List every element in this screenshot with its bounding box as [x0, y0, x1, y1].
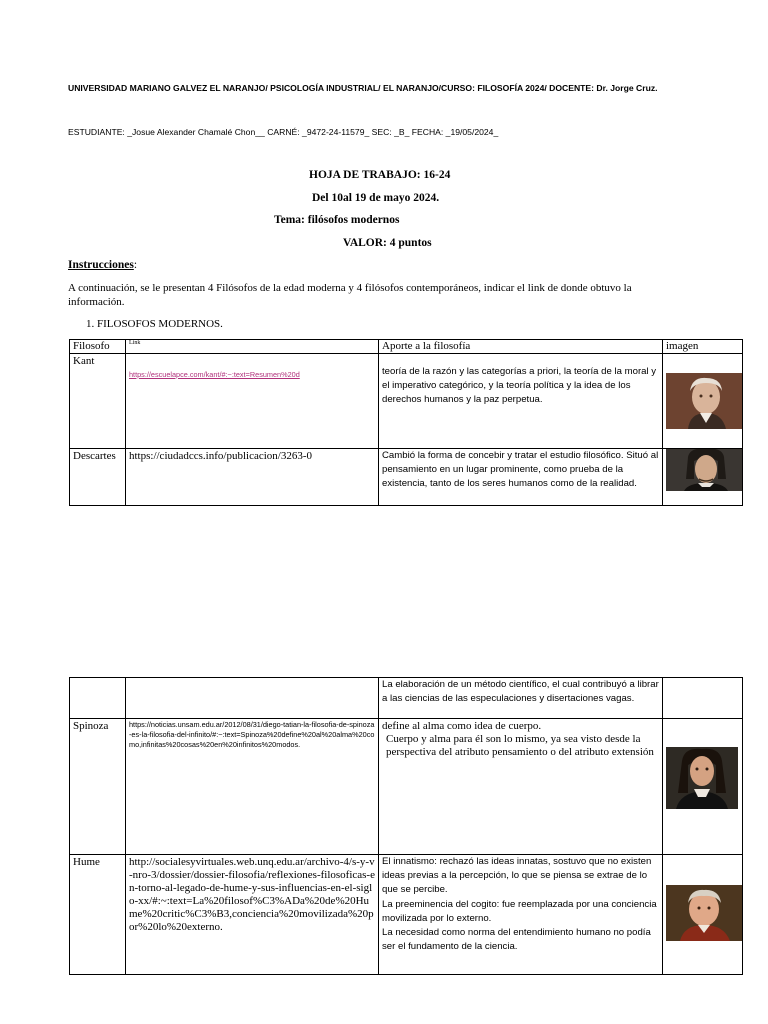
aporte-text: teoría de la razón y las categorías a priori, la teoría de la moral y el imperativo categórico, y la teoría política y la idea de los derechos humanos y la paz perpetua.: [382, 366, 657, 406]
student-info: ESTUDIANTE: _Josue Alexander Chamalé Chon__ CARNÉ: _9472-24-11579_ SEC: _B_ FECHA: _19/05/2024_: [68, 127, 499, 137]
value: VALOR: 4 puntos: [343, 237, 432, 249]
image-cell: [663, 449, 743, 506]
topic: Tema: filósofos modernos: [274, 214, 400, 226]
source-link[interactable]: https://noticias.unsam.edu.ar/2012/08/31/diego-tatian-la-filosofia-de-spinoza-es-la-filosofia-del-infinito/#:~:text=Spinoza%20define%20al%20alma%20como,infinitas%20cosas%20en%20infinitos%20modos.: [126, 719, 379, 855]
header-imagen: imagen: [663, 340, 743, 354]
table-row: [70, 719, 743, 855]
source-link[interactable]: https://ciudadccs.info/publicacion/3263-0: [126, 449, 379, 506]
philosopher-name: Hume: [70, 855, 126, 975]
descartes-portrait: [666, 449, 742, 491]
philosophers-table-1: [69, 339, 743, 506]
image-cell: [663, 678, 743, 719]
kant-portrait: [666, 373, 742, 429]
philosopher-name: Descartes: [70, 449, 126, 506]
aporte-text: El innatismo: rechazó las ideas innatas, sostuvo que no existen ideas previas a la percepción, lo que se piensa se extrae de lo que se percibe.: [382, 856, 652, 896]
aporte-text: La necesidad como norma del entendimiento humano no podía ser el fundamento de la ciencia.: [382, 927, 651, 953]
image-cell: [663, 855, 743, 975]
source-link-cell: [126, 354, 379, 449]
table-row: [70, 449, 743, 506]
image-cell: [663, 719, 743, 855]
date-range: Del 10al 19 de mayo 2024.: [312, 192, 440, 204]
philosopher-name: Spinoza: [70, 719, 126, 855]
aporte-text: Cambió la forma de concebir y tratar el estudio filosófico. Situó al pensamiento en un lugar prominente, como prueba de la existencia, tanto de los seres humanos como de la realidad.: [379, 449, 663, 506]
aporte-text: La preeminencia del cogito: fue reemplazada por una conciencia movilizada por lo externo.: [382, 898, 657, 924]
aporte-text: Cuerpo y alma para él son lo mismo, ya sea visto desde la perspectiva del atributo pensamiento o del atributo extensión: [386, 733, 654, 758]
table-row: [70, 354, 743, 449]
aporte-cell: [379, 354, 663, 449]
hume-portrait: [666, 885, 742, 941]
image-cell: [663, 354, 743, 449]
aporte-cell: [379, 855, 663, 975]
aporte-text: La elaboración de un método científico, el cual contribuyó a librar a las ciencias de las especulaciones y disertaciones vagas.: [379, 678, 663, 719]
header-filosofo: Filosofo: [70, 340, 126, 354]
aporte-cell: [379, 719, 663, 855]
philosopher-name: [70, 678, 126, 719]
table-row: [70, 855, 743, 975]
philosophers-table-2: [69, 677, 743, 975]
university-header: UNIVERSIDAD MARIANO GALVEZ EL NARANJO/ PSICOLOGÍA INDUSTRIAL/ EL NARANJO/CURSO: FILOSOFÍA 2024/ DOCENTE: Dr. Jorge Cruz.: [68, 83, 658, 93]
worksheet-title: HOJA DE TRABAJO: 16-24: [309, 169, 451, 181]
source-link[interactable]: https://escuelapce.com/kant/#:~:text=Resumen%20d: [129, 370, 300, 379]
source-link[interactable]: http://socialesyvirtuales.web.unq.edu.ar/archivo-4/s-y-v-nro-3/dossier/dossier-filosofia/reflexiones-filosoficas-en-torno-al-legado-de-hume-y-sus-influencias-en-el-siglo-xx/#:~:text=La%20filosof%C3%ADa%20de%20Hume%20critic%C3%B3,conciencia%20movilizada%20por%20lo%20externo.: [126, 855, 379, 975]
aporte-text: define al alma como idea de cuerpo.: [382, 720, 542, 732]
table-row: [70, 678, 743, 719]
spinoza-portrait: [666, 747, 738, 809]
instructions-text: A continuación, se le presentan 4 Filósofos de la edad moderna y 4 filósofos contemporáneos, indicar el link de donde obtuvo la información.: [68, 282, 632, 308]
philosopher-name: Kant: [70, 354, 126, 449]
header-aporte: Aporte a la filosofía: [379, 340, 663, 354]
source-link: [126, 678, 379, 719]
header-link: Link: [126, 340, 379, 354]
list-item-modern: 1. FILOSOFOS MODERNOS.: [86, 318, 223, 330]
instructions-heading: Instrucciones:: [68, 259, 138, 271]
